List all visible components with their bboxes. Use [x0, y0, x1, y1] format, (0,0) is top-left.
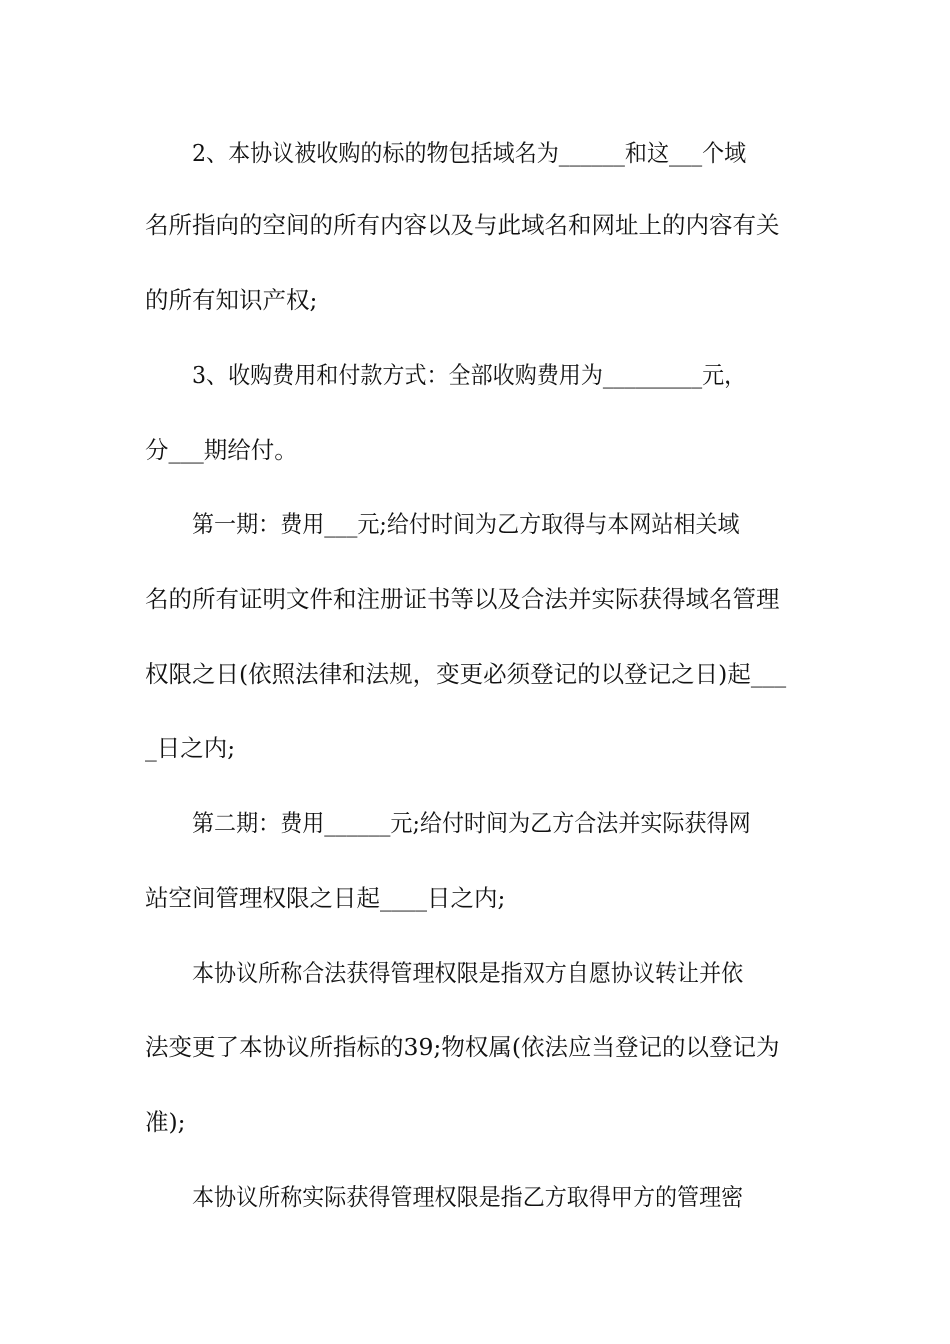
definition-legal-line-1: 本协议所称合法获得管理权限是指双方自愿协议转让并依	[192, 959, 744, 987]
phase-2-line-2: 站空间管理权限之日起____日之内;	[145, 884, 506, 912]
definition-actual-line-1: 本协议所称实际获得管理权限是指乙方取得甲方的管理密	[192, 1183, 744, 1211]
phase-1-line-1: 第一期：费用___元;给付时间为乙方取得与本网站相关域	[192, 510, 740, 538]
phase-1-line-4: _日之内;	[145, 734, 236, 762]
phase-2-line-1: 第二期：费用______元;给付时间为乙方合法并实际获得网	[192, 809, 751, 837]
definition-legal-line-3: 准);	[145, 1108, 186, 1136]
phase-1-line-2: 名的所有证明文件和注册证书等以及合法并实际获得域名管理	[145, 585, 780, 613]
clause-3-line-2: 分___期给付。	[145, 436, 298, 464]
clause-2-line-3: 的所有知识产权;	[145, 286, 318, 314]
clause-3-line-1: 3、收购费用和付款方式：全部收购费用为_________元，	[192, 361, 747, 389]
phase-1-line-3: 权限之日(依照法律和法规，变更必须登记的以登记之日)起___	[145, 660, 787, 688]
definition-legal-line-2: 法变更了本协议所指标的39;物权属(依法应当登记的以登记为	[145, 1033, 780, 1061]
clause-2-line-2: 名所指向的空间的所有内容以及与此域名和网址上的内容有关	[145, 211, 780, 239]
clause-2-line-1: 2、本协议被收购的标的物包括域名为______和这___个域	[192, 139, 747, 167]
